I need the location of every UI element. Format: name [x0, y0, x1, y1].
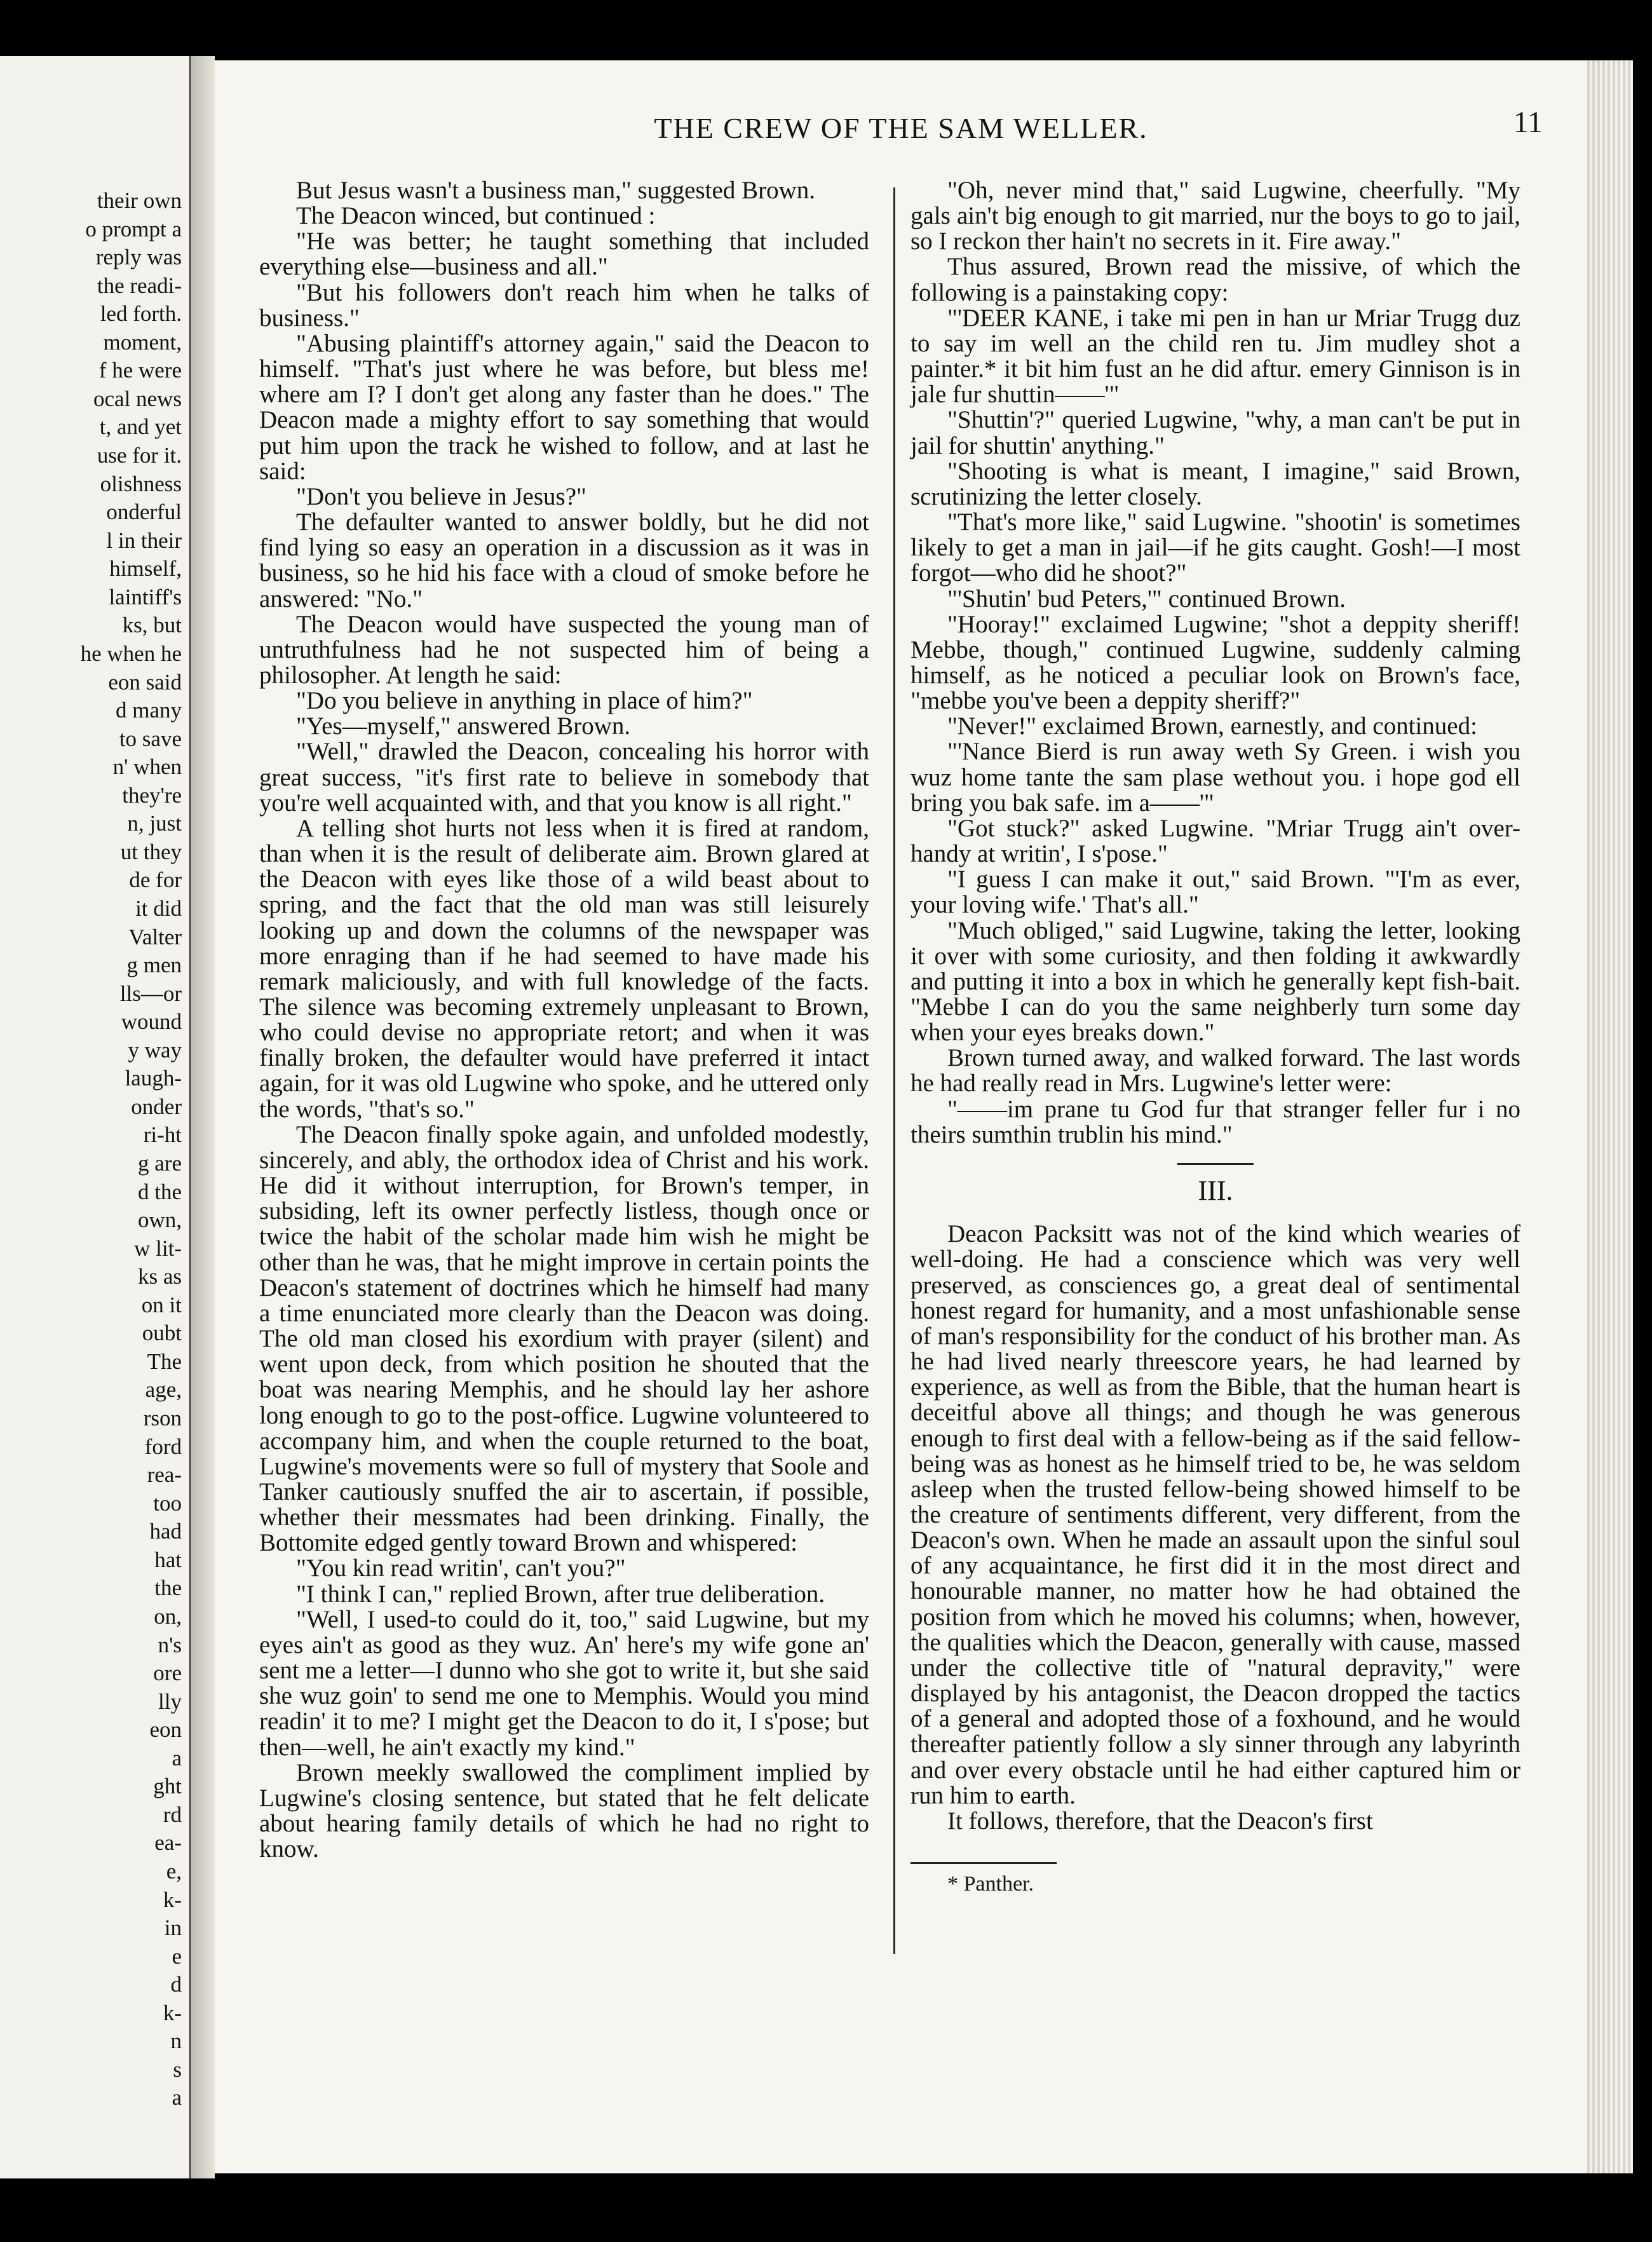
previous-page-line: Valter: [128, 924, 182, 949]
running-head: THE CREW OF THE SAM WELLER.: [654, 112, 1148, 144]
previous-page-line: k-: [163, 1887, 182, 1912]
previous-page-line: a: [172, 1745, 182, 1770]
previous-page-line: laugh-: [125, 1066, 182, 1091]
paragraph: Thus assured, Brown read the missive, of which the following is a painstaking copy:: [911, 253, 1520, 306]
paragraph: "He was better; he taught something that included everything else—business and all.": [259, 228, 869, 281]
paragraph: The defaulter wanted to answer boldly, but he did not find lying so easy an operation in a discussion as it was in business, so he hid his face with a cloud of smoke before he answered: "No.": [259, 508, 869, 613]
footnote-divider: [911, 1862, 1057, 1864]
previous-page-line: l in their: [106, 527, 182, 553]
previous-page-line: e,: [166, 1858, 182, 1884]
paragraph: "Oh, never mind that," said Lugwine, cheerfully. "My gals ain't big enough to git married, nur the boys to go to jail, so I reckon ther hain't no secrets in it. Fire away.": [911, 177, 1520, 255]
previous-page-line: laintiff's: [109, 584, 182, 609]
paragraph: But Jesus wasn't a business man," suggested Brown.: [296, 177, 815, 204]
previous-page-line: reply was: [95, 245, 182, 270]
previous-page-line: eon: [149, 1717, 182, 1743]
previous-page-line: use for it.: [97, 443, 182, 468]
paragraph: "Much obliged," said Lugwine, taking the letter, looking it over with some curiosity, and then folding it awkwardly and putting it into a box in which he generally kept fish-bait. "Mebbe I can do you the same neighberly turn some day when your eyes breaks down.": [911, 916, 1520, 1047]
previous-page-line: e: [172, 1943, 182, 1969]
book-page: [215, 60, 1587, 2173]
previous-page-line: g are: [138, 1151, 182, 1176]
paragraph: "Abusing plaintiff's attorney again," said the Deacon to himself. "That's just where he was before, but bless me! where am I? I don't get along any faster than he does." The Deacon made a mighty effort to say something that would put him upon the track he wished to follow, and at last he said:: [259, 329, 869, 485]
previous-page-line: y way: [128, 1037, 182, 1063]
paragraph: "Shooting is what is meant, I imagine," said Brown, scrutinizing the letter closely.: [911, 457, 1520, 510]
previous-page-line: ocal news: [93, 386, 182, 411]
previous-page-line: their own: [97, 188, 182, 213]
paragraph: "——im prane tu God fur that stranger feller fur i no theirs sumthin trublin his mind.": [911, 1095, 1520, 1148]
previous-page-line: d many: [115, 698, 182, 723]
paragraph: "I guess I can make it out," said Brown. "'I'm as ever, your loving wife.' That's all.": [911, 866, 1520, 919]
right-column-text: [911, 178, 1520, 1148]
previous-page-line: rea-: [147, 1462, 182, 1488]
previous-page-line: led forth.: [100, 301, 182, 327]
previous-page-line: d: [170, 1972, 182, 1997]
left-column: [259, 178, 869, 1862]
paragraph: Deacon Packsitt was not of the kind which wearies of well-doing. He had a conscience which was very well preserved, as consciences go, a great deal of sentimental honest regard for humanity, and a most unfashionable sense of man's responsibility for the conduct of his brother man. As he had lived nearly threescore years, he had learned by experience, as well as from the Bible, that the human heart is deceitful above all things; and though he was generous enough to first deal with a fellow-being as if the said fellow-being was as honest as he himself tried to be, he was seldom asleep when the trusted fellow-being showed himself to be the creature of sentiments different, very different, from the Deacon's own. When he made an assault upon the sinful soul of any acquaintance, he first did it in the most direct and honourable manner, no matter how he had obtained the position from which he moved his columns; when, however, the qualities which the Deacon, generally with cause, massed under the collective title of "natural depravity," were displayed by his antagonist, the Deacon dropped the tactics of a general and adopted those of a foxhound, and he would thereafter patiently follow a sly sinner through any labyrinth and over every obstacle until he had either captured him or run him to earth.: [911, 1220, 1520, 1809]
previous-page-line: to save: [119, 726, 182, 751]
previous-page-line: ut they: [120, 839, 182, 864]
previous-page-line: the readi-: [97, 273, 182, 298]
previous-page-line: too: [153, 1490, 182, 1516]
section-divider: [1177, 1163, 1254, 1165]
footnote: * Panther.: [947, 1872, 1034, 1896]
previous-page-line: own,: [137, 1207, 182, 1233]
previous-page-line: himself,: [109, 556, 182, 581]
previous-page-line: ks, but: [122, 613, 182, 638]
paragraph: "Don't you believe in Jesus?": [296, 482, 586, 510]
previous-page-line: onderful: [106, 499, 182, 525]
previous-page-line: a: [172, 2085, 182, 2110]
previous-page-line: g men: [126, 953, 182, 978]
paragraph: "Got stuck?" asked Lugwine. "Mriar Trugg ain't over-handy at writin', I s'pose.": [911, 814, 1520, 868]
previous-page-line: on,: [154, 1603, 182, 1629]
previous-page-line: s: [173, 2056, 182, 2082]
section-three-text: [911, 1221, 1520, 1834]
previous-page-line: The: [147, 1349, 182, 1374]
previous-page-line: the: [154, 1575, 182, 1601]
previous-page-line: hat: [154, 1547, 182, 1572]
paragraph: "Never!" exclaimed Brown, earnestly, and continued:: [947, 712, 1477, 740]
previous-page-line: age,: [145, 1377, 182, 1403]
previous-page-line: oubt: [142, 1321, 182, 1346]
previous-page-line: ore: [153, 1661, 182, 1686]
previous-page-line: n: [170, 2028, 182, 2054]
previous-page-line: w lit-: [134, 1235, 182, 1261]
previous-page-line: ks as: [137, 1264, 182, 1289]
previous-page-line: ea-: [154, 1830, 182, 1856]
paragraph: "Shuttin'?" queried Lugwine, "why, a man can't be put in jail for shuttin' anything.": [911, 406, 1520, 459]
section-heading: III.: [1198, 1174, 1233, 1206]
paragraph: Brown meekly swallowed the compliment implied by Lugwine's closing sentence, but stated that he felt delicate about hearing family details of which he had no right to know.: [259, 1758, 869, 1863]
paragraph: A telling shot hurts not less when it is fired at random, than when it is the result of deliberate aim. Brown glared at the Deacon with eyes like those of a wild beast about to spring, and the fact that the old man was still leisurely looking up and down the columns of the newspaper was more enraging than if he had seemed to have made his remark maliciously, and with full knowledge of the facts. The silence was becoming extremely unpleasant to Brown, who could devise no appropriate retort; and when it was finally broken, the defaulter would have preferred it intact again, for it was old Lugwine who spoke, and he uttered only the words, "that's so.": [259, 814, 869, 1123]
previous-page-line: had: [149, 1519, 182, 1544]
previous-page-line: in: [164, 1915, 182, 1941]
paragraph: "'Nance Bierd is run away weth Sy Green. i wish you wuz home tante the sam plase wethout you. i hope god ell bring you bak safe. im a——'": [911, 738, 1520, 817]
paragraph: "But his followers don't reach him when he talks of business.": [259, 278, 869, 332]
previous-page-line: on it: [141, 1292, 182, 1317]
previous-page-line: ri-ht: [143, 1122, 182, 1148]
previous-page-line: o prompt a: [85, 216, 182, 241]
previous-page-line: onder: [131, 1094, 182, 1119]
page-edge: [1587, 60, 1633, 2173]
paragraph: "I think I can," replied Brown, after true deliberation.: [296, 1580, 825, 1608]
previous-page-line: ford: [144, 1434, 182, 1459]
previous-page-line: it did: [135, 895, 182, 921]
previous-page-line: they're: [122, 782, 182, 808]
paragraph: It follows, therefore, that the Deacon's first: [947, 1807, 1373, 1835]
book-gutter: [191, 56, 215, 2178]
paragraph: "Well, I used-to could do it, too," said Lugwine, but my eyes ain't as good as they wuz. An' here's my wife gone an' sent me a letter—I dunno who she got to write it, but she said she wuz goin' to send me one to Memphis. Would you mind readin' it to me? I might get the Deacon to do it, I s'pose; but then—well, he ain't exactly my kind.": [259, 1605, 869, 1761]
paragraph: "'Shutin' bud Peters,'" continued Brown.: [947, 585, 1346, 613]
column-divider: [893, 187, 895, 1954]
paragraph: "Do you believe in anything in place of him?": [296, 687, 753, 715]
previous-page-line: lls—or: [119, 981, 182, 1006]
previous-page-line: t, and yet: [99, 414, 182, 440]
paragraph: The Deacon would have suspected the young man of untruthfulness had he not suspected him of being a philosopher. At length he said:: [259, 610, 869, 689]
previous-page-line: f he were: [98, 358, 182, 383]
page-header: [215, 105, 1587, 149]
paragraph: "Yes—myself," answered Brown.: [296, 712, 631, 740]
previous-page-line: eon said: [108, 669, 182, 695]
paragraph: The Deacon winced, but continued :: [296, 202, 656, 230]
previous-page-line: n' when: [112, 754, 182, 780]
previous-page-line: de for: [129, 867, 182, 893]
previous-page-line: k-: [163, 2000, 182, 2025]
paragraph: "'DEER KANE, i take mi pen in han ur Mriar Trugg duz to say im well an the child ren tu. Jim mudley shot a painter.* it bit him fust an he did aftur. emery Ginnison is in jale fur shuttin——'": [911, 304, 1520, 409]
page-number: 11: [1513, 105, 1543, 139]
paragraph: The Deacon finally spoke again, and unfolded modestly, sincerely, and ably, the orthodox idea of Christ and his work. He did it without interruption, for Brown's temper, in subsiding, left its owner perfectly listless, though once or twice the habit of the scholar made him wish he might be other than he was, that he might improve in certain points the Deacon's statement of doctrines which he himself had many a time enunciated more clearly than the Deacon was doing. The old man closed his exordium with prayer (silent) and went upon deck, from which position he shouted that the boat was nearing Memphis, and he should lay her ashore long enough to go to the post-office. Lugwine volunteered to accompany him, and when the couple returned to the boat, Lugwine's movements were so full of mystery that Soole and Tanker cautiously snuffed the air to ascertain, if possible, whether their messmates had been drinking. Finally, the Bottomite edged gently toward Brown and whispered:: [259, 1120, 869, 1557]
previous-page-fragment: [0, 56, 193, 2178]
previous-page-line: olishness: [100, 471, 182, 496]
paragraph: "Hooray!" exclaimed Lugwine; "shot a deppity sheriff! Mebbe, though," continued Lugwine, suddenly calming himself, as he noticed a peculiar look on Brown's face, "mebbe you've been a deppity sheriff?": [911, 610, 1520, 715]
paragraph: "You kin read writin', can't you?": [296, 1554, 626, 1582]
previous-page-line: rd: [163, 1802, 182, 1827]
paragraph: "That's more like," said Lugwine. "shootin' is sometimes likely to get a man in jail—if he gits caught. Gosh!—I most forgot—who did he shoot?": [911, 508, 1520, 587]
previous-page-line: moment,: [103, 329, 182, 355]
previous-page-line: ght: [153, 1774, 182, 1799]
previous-page-line: wound: [121, 1009, 182, 1035]
previous-page-line: n's: [158, 1632, 182, 1657]
paragraph: Brown turned away, and walked forward. The last words he had really read in Mrs. Lugwine's letter were:: [911, 1044, 1520, 1097]
previous-page-line: rson: [143, 1406, 182, 1431]
previous-page-line: lly: [158, 1688, 182, 1714]
previous-page-line: he when he: [80, 641, 182, 666]
previous-page-line: n, just: [127, 811, 182, 836]
right-column: [911, 178, 1520, 1895]
previous-page-line: d the: [137, 1179, 182, 1204]
paragraph: "Well," drawled the Deacon, concealing his horror with great success, "it's first rate to believe in somebody that you're well acquainted with, and that you know is all right.": [259, 738, 869, 817]
